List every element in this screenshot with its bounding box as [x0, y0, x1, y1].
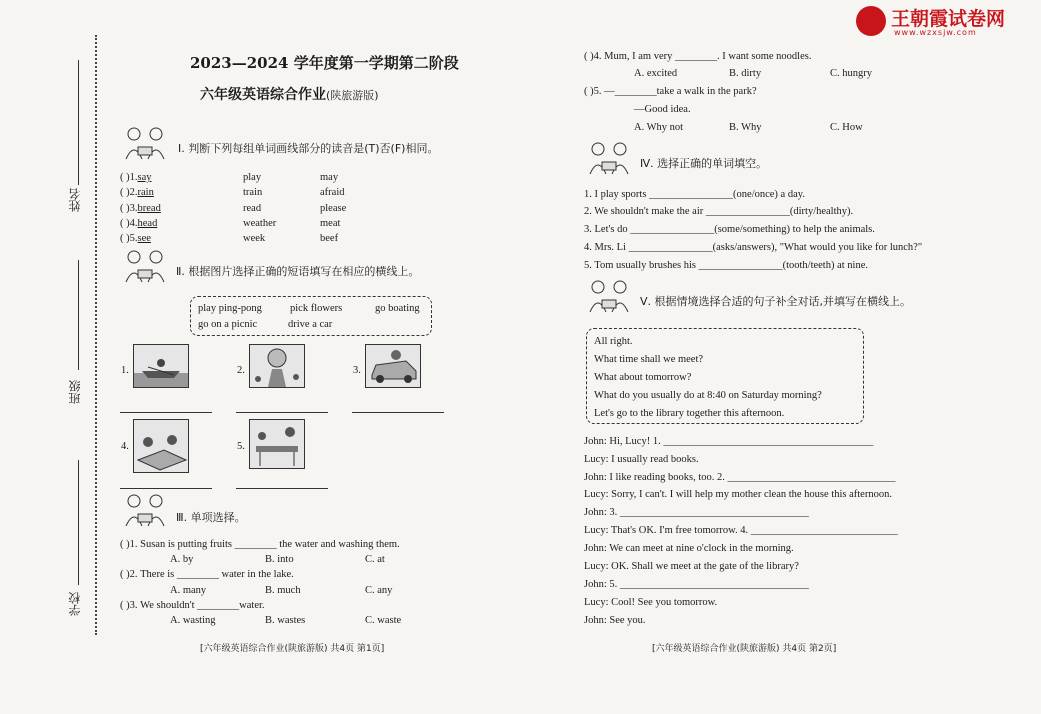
answer-line-5[interactable]: [236, 488, 328, 489]
s3-q5-option-c: C. How: [830, 122, 863, 133]
dialogue-option: Let's go to the library together this afternoon.: [594, 408, 785, 419]
dialogue-line: John: See you.: [584, 615, 646, 626]
s1-row-5-word2: week: [243, 233, 266, 244]
s4-item-4: 4. Mrs. Li ________________(asks/answers), "What would you like for lunch?": [584, 242, 923, 253]
class-line: [78, 260, 79, 370]
dialogue-line: John: I like reading books, too. 2. ________________________________: [584, 472, 896, 483]
s3-q2-option-b: B. much: [265, 585, 301, 596]
section3-title: Ⅲ. 单项选择。: [176, 511, 246, 524]
answer-line-2[interactable]: [236, 412, 328, 413]
picture-5-num: 5.: [237, 441, 245, 452]
car-picture: [365, 344, 421, 388]
s3-q4-option-a: A. excited: [634, 68, 678, 79]
s4-item-2: 2. We shouldn't make the air ________________(dirty/healthy).: [584, 206, 854, 217]
dialogue-line: Lucy: Sorry, I can't. I will help my mother clean the house this afternoon.: [584, 489, 892, 500]
s4-item-5: 5. Tom usually brushes his ________________(tooth/teeth) at nine.: [584, 260, 869, 271]
s1-row-1: ( )1.say: [120, 172, 152, 183]
kids-reading-icon: [584, 140, 636, 178]
s3-q2-option-a: A. many: [170, 585, 207, 596]
s4-item-1: 1. I play sports ________________(one/once) a day.: [584, 189, 805, 200]
s3-q1-option-a: A. by: [170, 554, 194, 565]
dialogue-line: John: Hi, Lucy! 1. ________________________________________: [584, 436, 874, 447]
s3-q3: ( )3. We shouldn't ________water.: [120, 600, 265, 611]
dialogue-line: Lucy: I usually read books.: [584, 454, 699, 465]
flowers-picture: [249, 344, 305, 388]
dialogue-line: Lucy: That's OK. I'm free tomorrow. 4. ____________________________: [584, 525, 898, 536]
picture-2-num: 2.: [237, 365, 245, 376]
section1-title: Ⅰ. 判断下列每组单词画线部分的读音是(T)否(F)相同。: [178, 142, 439, 155]
picture-1-num: 1.: [121, 365, 129, 376]
kids-reading-icon: [120, 492, 172, 530]
s1-row-4: ( )4.head: [120, 218, 158, 229]
s1-row-4-word3: meat: [320, 218, 341, 229]
answer-line-3[interactable]: [352, 412, 444, 413]
dialogue-line: Lucy: Cool! See you tomorrow.: [584, 597, 718, 608]
s1-row-4-word2: weather: [243, 218, 277, 229]
logo-emblem-icon: [856, 6, 886, 36]
s1-row-3: ( )3.bread: [120, 203, 161, 214]
picture-4-num: 4.: [121, 441, 129, 452]
s3-q4-option-c: C. hungry: [830, 68, 872, 79]
s3-q5-reply: —Good idea.: [634, 104, 691, 115]
s3-q1-option-c: C. at: [365, 554, 385, 565]
s3-q3-option-b: B. wastes: [265, 615, 306, 626]
kids-reading-icon: [120, 125, 172, 163]
dialogue-line: Lucy: OK. Shall we meet at the gate of the library?: [584, 561, 799, 572]
s3-q4-option-b: B. dirty: [729, 68, 762, 79]
binding-name-label: 姓名: [68, 188, 82, 212]
s1-row-5-word3: beef: [320, 233, 339, 244]
s1-row-1-word3: may: [320, 172, 339, 183]
dialogue-option: What time shall we meet?: [594, 354, 704, 365]
phrase-box: [190, 296, 432, 336]
s3-q1-option-b: B. into: [265, 554, 294, 565]
s1-row-2: ( )2.rain: [120, 187, 154, 198]
phrase-option: pick flowers: [290, 303, 343, 314]
binding-school-label: 学校: [68, 592, 82, 616]
phrase-option: play ping-pong: [198, 303, 262, 314]
s3-q1: ( )1. Susan is putting fruits ________ the water and washing them.: [120, 539, 400, 550]
s1-row-3-word2: read: [243, 203, 262, 214]
s1-row-2-word2: train: [243, 187, 263, 198]
dialogue-line: John: 5. ____________________________________: [584, 579, 809, 590]
dialogue-option: What do you usually do at 8:40 on Saturday morning?: [594, 390, 822, 401]
dialogue-line: John: We can meet at nine o'clock in the morning.: [584, 543, 794, 554]
s1-row-5: ( )5.see: [120, 233, 151, 244]
s3-q5-option-b: B. Why: [729, 122, 762, 133]
pingpong-picture: [249, 419, 305, 469]
name-line: [78, 60, 79, 185]
dialogue-line: John: 3. ____________________________________: [584, 507, 809, 518]
s3-q3-option-a: A. wasting: [170, 615, 216, 626]
s1-row-3-word3: please: [320, 203, 347, 214]
kids-reading-icon: [584, 278, 636, 316]
answer-line-4[interactable]: [120, 488, 212, 489]
s3-q3-option-c: C. waste: [365, 615, 402, 626]
exam-title: 2023—2024 学年度第一学期第二阶段: [190, 54, 459, 72]
phrase-option: go boating: [375, 303, 420, 314]
s3-q2-option-c: C. any: [365, 585, 393, 596]
dialogue-option: All right.: [594, 336, 633, 347]
footer-left: [六年级英语综合作业(陕旅游版) 共4页 第1页]: [200, 644, 385, 654]
binding-dotted-line: [95, 35, 97, 635]
phrase-option: drive a car: [288, 319, 333, 330]
school-line: [78, 460, 79, 585]
logo-url: www.wzxsjw.com: [894, 28, 977, 37]
kids-reading-icon: [120, 248, 172, 286]
answer-line-1[interactable]: [120, 412, 212, 413]
s3-q5: ( )5. —________take a walk in the park?: [584, 86, 757, 97]
footer-right: [六年级英语综合作业(陕旅游版) 共4页 第2页]: [652, 644, 837, 654]
s3-q2: ( )2. There is ________ water in the lake.: [120, 569, 294, 580]
phrase-option: go on a picnic: [198, 319, 258, 330]
boating-picture: [133, 344, 189, 388]
section4-title: Ⅳ. 选择正确的单词填空。: [640, 157, 768, 170]
dialogue-option: What about tomorrow?: [594, 372, 692, 383]
section5-title: Ⅴ. 根据情境选择合适的句子补全对话,并填写在横线上。: [640, 295, 912, 308]
s1-row-2-word3: afraid: [320, 187, 345, 198]
picnic-picture: [133, 419, 189, 473]
site-logo: [856, 4, 1036, 38]
s3-q4: ( )4. Mum, I am very ________. I want some noodles.: [584, 51, 812, 62]
logo-name: 王朝霞试卷网: [891, 8, 1006, 30]
binding-class-label: 班级: [68, 380, 82, 404]
s1-row-1-word2: play: [243, 172, 262, 183]
picture-3-num: 3.: [353, 365, 361, 376]
exam-subtitle: 六年级英语综合作业(陕旅游版): [200, 87, 379, 103]
section2-title: Ⅱ. 根据图片选择正确的短语填写在相应的横线上。: [176, 265, 420, 278]
s3-q5-option-a: A. Why not: [634, 122, 684, 133]
s4-item-3: 3. Let's do ________________(some/something) to help the animals.: [584, 224, 875, 235]
